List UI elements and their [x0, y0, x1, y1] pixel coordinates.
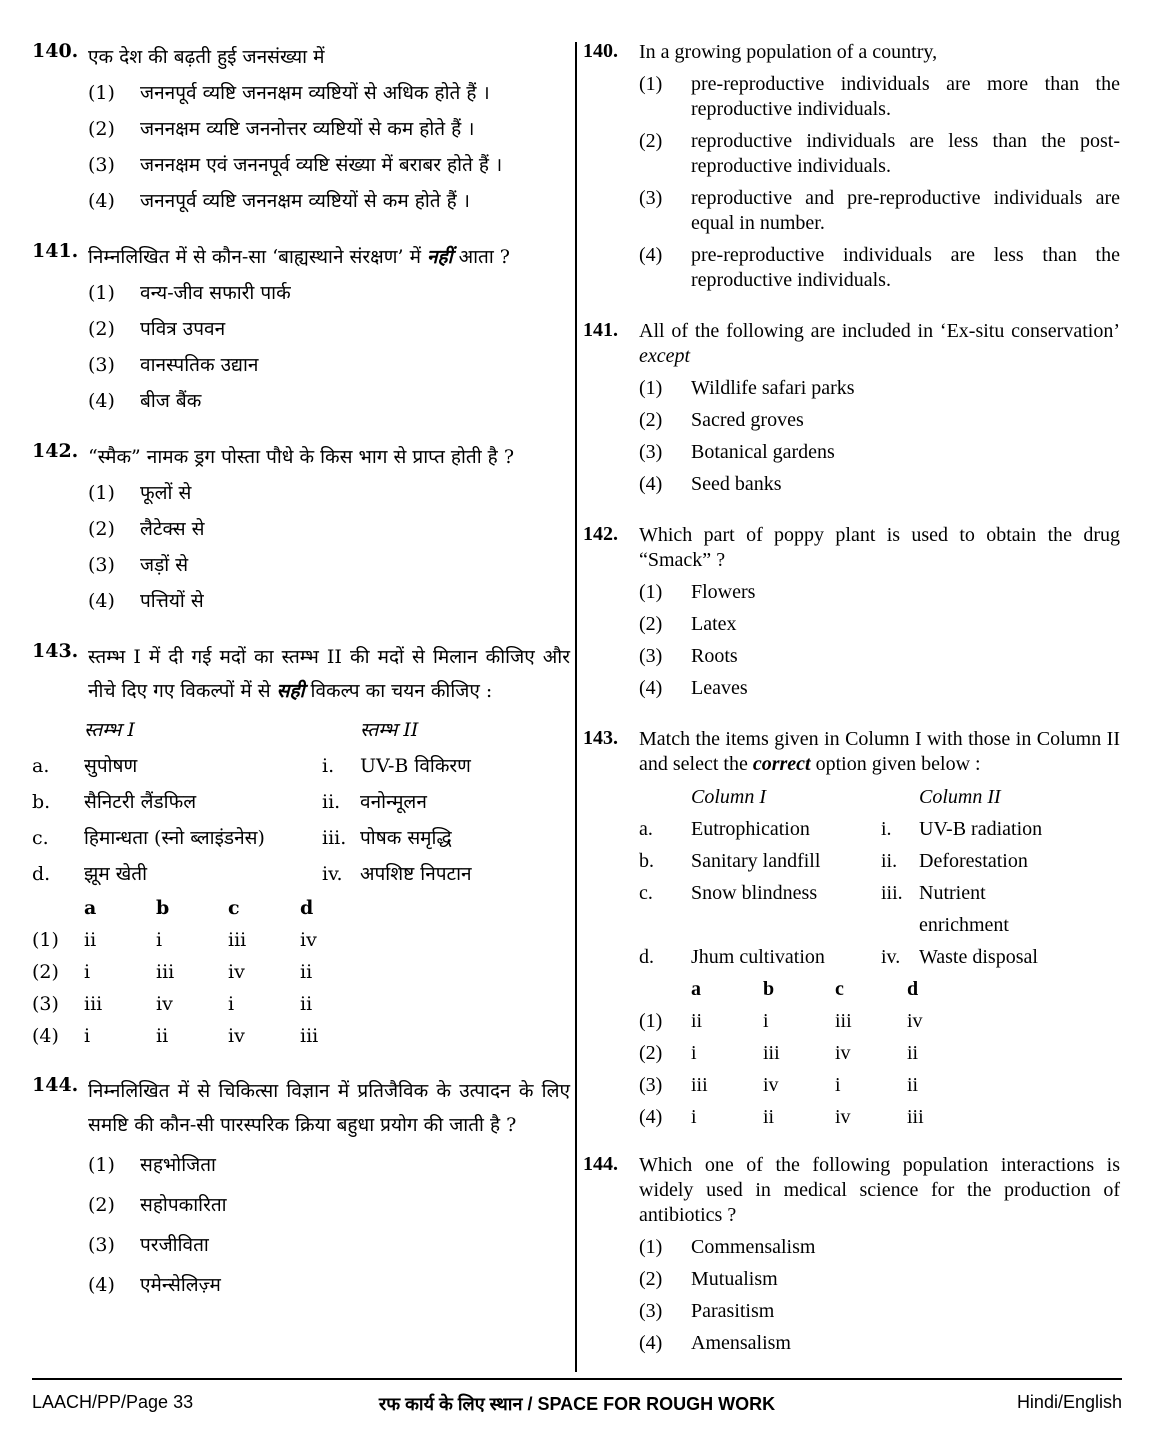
answer-row	[639, 1005, 1120, 1037]
option-number: (3)	[639, 645, 663, 667]
question-number: 144.	[32, 1074, 79, 1096]
answer-cell: iii	[84, 993, 103, 1015]
option-number: (3)	[639, 1074, 663, 1096]
option-text: Seed banks	[691, 473, 782, 495]
option	[88, 148, 570, 182]
answer-row	[32, 1020, 570, 1052]
answer-cell: i	[84, 961, 91, 983]
question-number: 143.	[32, 640, 79, 662]
option	[639, 243, 1120, 293]
option-text: सहोपकारिता	[140, 1194, 227, 1216]
match-header	[32, 712, 570, 748]
question-number: 141.	[32, 240, 79, 262]
match-table-english	[639, 781, 1120, 1133]
option-number: (4)	[88, 190, 115, 212]
question-number: 144.	[583, 1153, 618, 1175]
answer-cell: ii	[84, 929, 97, 951]
option-text: जननक्षम एवं जननपूर्व व्यष्टि संख्या में बराबर होते हैं ।	[140, 154, 503, 176]
answer-col-head: d	[300, 897, 314, 919]
option-number: (3)	[639, 1300, 663, 1322]
option	[88, 1188, 570, 1222]
answer-cell: ii	[907, 1074, 919, 1096]
option-number: (2)	[639, 409, 663, 431]
option-number: (3)	[639, 441, 663, 463]
option-number: (2)	[639, 613, 663, 635]
option-number: (2)	[88, 518, 115, 540]
answer-cell: ii	[300, 961, 313, 983]
option	[88, 312, 570, 346]
column-2-item: Nutrient enrichment	[919, 882, 1009, 936]
answer-row	[32, 956, 570, 988]
row-label: a.	[639, 818, 653, 840]
question-text	[639, 727, 1120, 777]
column-2-item: पोषक समृद्धि	[360, 827, 452, 849]
rough-work-separator: /	[522, 1394, 538, 1414]
answer-cell: iii	[300, 1025, 319, 1047]
row-label: d.	[32, 863, 51, 885]
match-row	[32, 820, 570, 856]
rough-work-label	[32, 1392, 1122, 1416]
option-text: जननपूर्व व्यष्टि जननक्षम व्यष्टियों से अधिक होते हैं ।	[140, 82, 490, 104]
match-row	[639, 813, 1120, 845]
option-number: (1)	[639, 1236, 663, 1258]
option-text: पत्तियों से	[140, 590, 204, 612]
question-140-english	[583, 40, 1120, 293]
column-1-item: झूम खेती	[84, 863, 148, 885]
option-number: (3)	[88, 554, 115, 576]
answer-cell: i	[691, 1042, 697, 1064]
question-141-hindi	[32, 240, 570, 418]
language-label: Hindi/English	[1016, 1392, 1122, 1412]
answer-col-head: b	[763, 978, 775, 1000]
column-2-item: Waste disposal	[919, 946, 1038, 968]
answer-cell: iii	[691, 1074, 708, 1096]
row-roman: i.	[881, 818, 892, 840]
answer-cell: i	[835, 1074, 841, 1096]
option	[639, 580, 1120, 605]
answer-cell: ii	[156, 1025, 169, 1047]
option-number: (1)	[639, 377, 663, 399]
option-text: Sacred groves	[691, 409, 804, 431]
option-number: (2)	[639, 1268, 663, 1290]
option-text: reproductive and pre-reproductive individuals are equal in number.	[691, 187, 1120, 234]
option	[88, 348, 570, 382]
answer-row	[32, 924, 570, 956]
option-number: (4)	[88, 1274, 115, 1296]
column-2-item: Deforestation	[919, 850, 1028, 872]
answer-cell: i	[156, 929, 163, 951]
answer-cell: iii	[228, 929, 247, 951]
column-1-item: Eutrophication	[691, 818, 810, 840]
row-label: a.	[32, 755, 50, 777]
option-text: जननक्षम व्यष्टि जननोत्तर व्यष्टियों से कम होते हैं ।	[140, 118, 475, 140]
match-row	[639, 877, 1120, 941]
option-text: Commensalism	[691, 1236, 816, 1258]
option-number: (3)	[88, 354, 115, 376]
option	[639, 1235, 1120, 1260]
question-text	[88, 640, 570, 708]
answer-cell: iv	[228, 1025, 245, 1047]
option-number: (2)	[88, 118, 115, 140]
question-number: 140.	[32, 40, 79, 62]
row-roman: ii.	[881, 850, 898, 872]
option-text: Flowers	[691, 581, 756, 603]
question-142-english	[583, 523, 1120, 701]
option-number: (4)	[32, 1025, 59, 1047]
option	[639, 376, 1120, 401]
option-number: (4)	[639, 1106, 663, 1128]
option	[88, 276, 570, 310]
column-1-item: Snow blindness	[691, 882, 818, 904]
answer-cell: i	[763, 1010, 769, 1032]
column-2-item: UV-B विकिरण	[360, 755, 471, 777]
option-text: फूलों से	[140, 482, 192, 504]
answer-cell: ii	[763, 1106, 775, 1128]
option-number: (4)	[639, 473, 663, 495]
option	[88, 184, 570, 218]
question-text	[88, 240, 570, 274]
answer-row	[32, 988, 570, 1020]
option-number: (1)	[88, 1154, 115, 1176]
option	[88, 548, 570, 582]
answer-row	[639, 1101, 1120, 1133]
answer-cell: iv	[907, 1010, 923, 1032]
option	[88, 1268, 570, 1302]
answer-cell: iii	[156, 961, 175, 983]
answer-header	[639, 973, 1120, 1005]
answer-row	[639, 1037, 1120, 1069]
option-text: Roots	[691, 645, 738, 667]
question-text-part: All of the following are included in ‘Ex-situ conservation’	[639, 320, 1120, 342]
english-column	[583, 40, 1120, 1376]
option-text: pre-reproductive individuals are more than the reproductive individuals.	[691, 73, 1120, 120]
option-number: (4)	[639, 1332, 663, 1354]
option-text: जड़ों से	[140, 554, 189, 576]
answer-col-head: b	[156, 897, 170, 919]
option-text: Leaves	[691, 677, 748, 699]
row-roman: iii.	[322, 827, 347, 849]
emphasis-word: except	[639, 345, 691, 367]
answer-cell: iv	[300, 929, 317, 951]
question-number: 141.	[583, 319, 618, 341]
question-text: Which part of poppy plant is used to obtain the drug “Smack” ?	[639, 524, 1120, 571]
option-text: लैटेक्स से	[140, 518, 205, 540]
question-text	[639, 319, 1120, 369]
option-text: जननपूर्व व्यष्टि जननक्षम व्यष्टियों से कम होते हैं ।	[140, 190, 470, 212]
option-number: (1)	[88, 282, 115, 304]
rough-work-hindi: रफ कार्य के लिए स्थान	[378, 1394, 523, 1414]
option-number: (1)	[639, 1010, 663, 1032]
column-2-item: UV-B radiation	[919, 818, 1043, 840]
option-number: (1)	[88, 82, 115, 104]
option-text: पवित्र उपवन	[140, 318, 226, 340]
option-text: Parasitism	[691, 1300, 775, 1322]
option-text: reproductive individuals are less than the post-reproductive individuals.	[691, 130, 1120, 177]
question-number: 143.	[583, 727, 618, 749]
option	[639, 72, 1120, 122]
option-text: वन्य-जीव सफारी पार्क	[140, 282, 291, 304]
answer-col-head: a	[691, 978, 701, 1000]
option	[639, 186, 1120, 236]
option-number: (3)	[32, 993, 59, 1015]
row-label: c.	[639, 882, 653, 904]
option-text: Botanical gardens	[691, 441, 835, 463]
option-text: एमेन्सेलिज़्म	[140, 1274, 221, 1296]
row-label: d.	[639, 946, 654, 968]
option	[639, 1267, 1120, 1292]
option	[639, 472, 1120, 497]
option	[88, 584, 570, 618]
option-number: (1)	[639, 581, 663, 603]
option-number: (4)	[88, 390, 115, 412]
emphasis-word: सही	[276, 680, 305, 702]
answer-cell: iii	[907, 1106, 924, 1128]
question-143-hindi	[32, 640, 570, 708]
question-text: In a growing population of a country,	[639, 41, 938, 63]
answer-cell: iii	[763, 1042, 780, 1064]
question-text-part: स्तम्भ I में दी गई मदों का स्तम्भ II की मदों से मिलान कीजिए और नीचे दिए गए विकल्पों में से	[88, 646, 570, 702]
match-row	[639, 941, 1120, 973]
column-1-item: सुपोषण	[84, 755, 138, 777]
column-2-item: वनोन्मूलन	[360, 791, 427, 813]
match-header	[639, 781, 1120, 813]
option	[639, 440, 1120, 465]
column-2-heading: Column II	[919, 786, 1001, 808]
row-roman: iii.	[881, 882, 903, 904]
answer-col-head: c	[835, 978, 844, 1000]
page-code: LAACH/PP/Page 33	[32, 1392, 194, 1412]
option	[639, 408, 1120, 433]
option	[639, 1331, 1120, 1356]
question-text-part: निम्नलिखित में से कौन-सा ‘बाह्यस्थाने संरक्षण’ में	[88, 246, 427, 268]
column-2-item: अपशिष्ट निपटान	[360, 863, 472, 885]
question-text-part: option given below :	[810, 753, 981, 775]
question-text: Which one of the following population interactions is widely used in medical science for the production of antibiotics ?	[639, 1154, 1120, 1226]
hindi-column	[32, 40, 570, 1324]
answer-cell: iv	[156, 993, 173, 1015]
question-number: 140.	[583, 40, 618, 62]
option-number: (4)	[639, 244, 663, 266]
page-footer	[32, 1378, 1122, 1428]
emphasis-word: correct	[752, 753, 811, 775]
option-text: परजीविता	[140, 1234, 209, 1256]
answer-cell: iv	[228, 961, 245, 983]
answer-cell: ii	[300, 993, 313, 1015]
row-roman: ii.	[322, 791, 341, 813]
question-144-hindi	[32, 1074, 570, 1302]
column-divider	[575, 42, 577, 1372]
question-text-part: विकल्प का चयन कीजिए :	[304, 680, 493, 702]
option	[639, 1299, 1120, 1324]
question-text: एक देश की बढ़ती हुई जनसंख्या में	[88, 46, 325, 68]
option-number: (2)	[88, 318, 115, 340]
option-text: pre-reproductive individuals are less than the reproductive individuals.	[691, 244, 1120, 291]
answer-cell: i	[84, 1025, 91, 1047]
match-row	[32, 784, 570, 820]
question-144-english	[583, 1153, 1120, 1356]
option-number: (3)	[88, 1234, 115, 1256]
option	[88, 512, 570, 546]
answer-col-head: c	[228, 897, 240, 919]
row-roman: iv.	[322, 863, 343, 885]
question-142-hindi	[32, 440, 570, 618]
column-2-heading: स्तम्भ II	[360, 719, 419, 741]
question-text-part: Match the items given in Column I with those in Column II and select the	[639, 728, 1120, 775]
row-label: c.	[32, 827, 49, 849]
question-141-english	[583, 319, 1120, 497]
column-1-heading: Column I	[691, 786, 766, 808]
option-number: (1)	[88, 482, 115, 504]
row-label: b.	[639, 850, 654, 872]
answer-row	[639, 1069, 1120, 1101]
question-number: 142.	[32, 440, 79, 462]
row-roman: iv.	[881, 946, 901, 968]
option-text: Wildlife safari parks	[691, 377, 855, 399]
answer-cell: ii	[691, 1010, 703, 1032]
option-number: (2)	[639, 130, 663, 152]
answer-header	[32, 892, 570, 924]
question-143-english	[583, 727, 1120, 777]
answer-cell: i	[691, 1106, 697, 1128]
option-number: (3)	[639, 187, 663, 209]
answer-col-head: d	[907, 978, 919, 1000]
answer-col-head: a	[84, 897, 97, 919]
emphasis-word: नहीं	[427, 246, 453, 268]
column-1-heading: स्तम्भ I	[84, 719, 135, 741]
question-text: निम्नलिखित में से चिकित्सा विज्ञान में प्रतिजैविक के उत्पादन के लिए समष्टि की कौन-सी पारस्परिक क्रिया बहुधा प्रयोग की जाती है ?	[88, 1080, 570, 1136]
option-text: Mutualism	[691, 1268, 778, 1290]
question-text-part: आता ?	[452, 246, 510, 268]
option	[639, 129, 1120, 179]
option	[639, 676, 1120, 701]
option-text: बीज बैंक	[140, 390, 202, 412]
column-1-item: सैनिटरी लैंडफिल	[84, 791, 197, 813]
option-number: (2)	[639, 1042, 663, 1064]
column-1-item: Jhum cultivation	[691, 946, 825, 968]
question-text: “स्मैक” नामक ड्रग पोस्ता पौधे के किस भाग से प्राप्त होती है ?	[88, 446, 515, 468]
option	[88, 476, 570, 510]
option-number: (2)	[88, 1194, 115, 1216]
option	[88, 1228, 570, 1262]
column-1-item: हिमान्धता (स्नो ब्लाइंडनेस)	[84, 827, 265, 849]
option-number: (3)	[88, 154, 115, 176]
answer-cell: iv	[835, 1042, 851, 1064]
option-number: (4)	[639, 677, 663, 699]
option	[639, 612, 1120, 637]
rough-work-english: SPACE FOR ROUGH WORK	[537, 1394, 776, 1414]
match-table-hindi	[32, 712, 570, 1052]
match-row	[639, 845, 1120, 877]
answer-cell: iii	[835, 1010, 852, 1032]
answer-cell: ii	[907, 1042, 919, 1064]
option	[88, 384, 570, 418]
option	[88, 1148, 570, 1182]
row-roman: i.	[322, 755, 335, 777]
option-number: (1)	[639, 73, 663, 95]
match-row	[32, 748, 570, 784]
option-text: सहभोजिता	[140, 1154, 216, 1176]
answer-cell: iv	[835, 1106, 851, 1128]
option-text: वानस्पतिक उद्यान	[140, 354, 259, 376]
option-number: (2)	[32, 961, 59, 983]
answer-cell: iv	[763, 1074, 779, 1096]
option	[639, 644, 1120, 669]
column-1-item: Sanitary landfill	[691, 850, 821, 872]
row-label: b.	[32, 791, 51, 813]
question-number: 142.	[583, 523, 618, 545]
option	[88, 76, 570, 110]
option-number: (4)	[88, 590, 115, 612]
match-row	[32, 856, 570, 892]
answer-cell: i	[228, 993, 235, 1015]
option-text: Latex	[691, 613, 737, 635]
option-number: (1)	[32, 929, 59, 951]
option	[88, 112, 570, 146]
question-140-hindi	[32, 40, 570, 218]
option-text: Amensalism	[691, 1332, 791, 1354]
